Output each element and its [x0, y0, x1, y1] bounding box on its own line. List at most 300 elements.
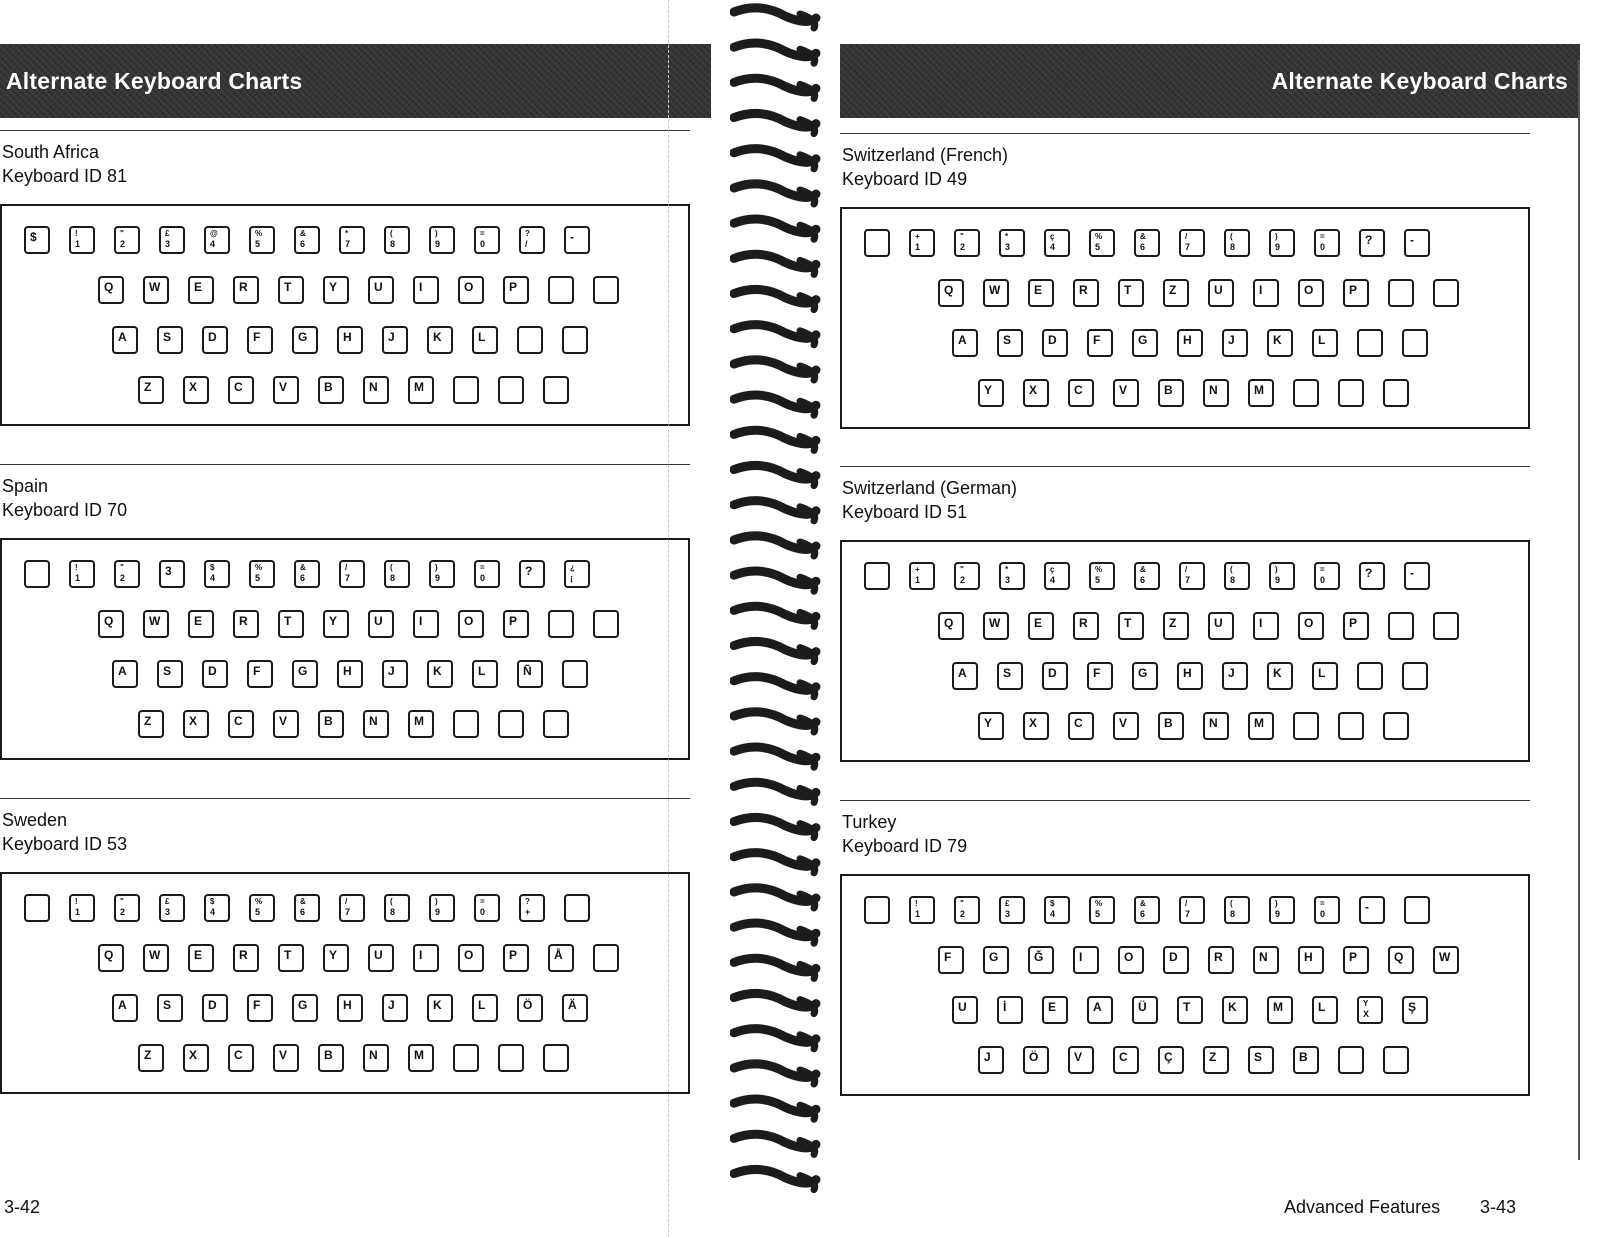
- key-base-glyph: 0: [480, 239, 486, 249]
- key-glyph: Q: [104, 614, 114, 628]
- key-cap: [382, 660, 408, 688]
- key-cap: [909, 896, 935, 924]
- key-glyph: Y: [329, 948, 338, 962]
- key-cap: [503, 944, 529, 972]
- key-cap: [228, 376, 254, 404]
- key-cap: [1433, 279, 1459, 307]
- key-glyph: R: [239, 948, 248, 962]
- key-cap: [69, 894, 95, 922]
- key-glyph: $: [30, 230, 37, 244]
- keyboard-id: Keyboard ID 53: [2, 834, 128, 854]
- key-cap: [1028, 946, 1054, 974]
- key-base-glyph: 9: [435, 907, 441, 917]
- key-cap: [1163, 279, 1189, 307]
- key-cap: [1253, 612, 1279, 640]
- key-cap: [1404, 896, 1430, 924]
- key-glyph: J: [1228, 666, 1235, 680]
- key-cap: [1314, 229, 1340, 257]
- key-cap: [1118, 946, 1144, 974]
- key-glyph: Ç: [1164, 1050, 1173, 1064]
- key-shift-glyph: /: [1185, 899, 1188, 908]
- keyboard-id: Keyboard ID 51: [842, 502, 968, 522]
- key-glyph: -: [1365, 900, 1369, 914]
- key-cap: [247, 326, 273, 354]
- key-glyph: M: [414, 380, 424, 394]
- key-shift-glyph: $: [1050, 899, 1055, 908]
- country-name: Turkey: [842, 812, 897, 832]
- key-cap: [273, 1044, 299, 1072]
- left-header-banner: Alternate Keyboard Charts: [0, 44, 711, 118]
- key-shift-glyph: !: [75, 563, 78, 572]
- key-glyph: L: [1318, 666, 1326, 680]
- key-cap: [233, 944, 259, 972]
- key-glyph: O: [464, 280, 474, 294]
- key-glyph: D: [1169, 950, 1178, 964]
- key-glyph: Y: [984, 716, 993, 730]
- key-cap: [458, 276, 484, 304]
- key-cap: [983, 279, 1009, 307]
- key-glyph: Y: [329, 614, 338, 628]
- key-glyph: W: [989, 616, 1001, 630]
- key-glyph: E: [194, 614, 203, 628]
- key-cap: [519, 894, 545, 922]
- key-cap: [1073, 612, 1099, 640]
- key-glyph: X: [1029, 716, 1038, 730]
- key-shift-glyph: /: [1185, 232, 1188, 241]
- section-switzerland-french: [840, 133, 1530, 433]
- key-shift-glyph: !: [75, 229, 78, 238]
- key-cap: [382, 994, 408, 1022]
- key-cap: [1298, 612, 1324, 640]
- key-glyph: U: [374, 948, 383, 962]
- key-row: [24, 894, 590, 922]
- key-shift-glyph: (: [390, 563, 393, 572]
- key-cap: [408, 710, 434, 738]
- key-cap: [323, 944, 349, 972]
- key-glyph: Q: [944, 616, 954, 630]
- key-glyph: K: [1273, 666, 1282, 680]
- key-cap: [382, 326, 408, 354]
- keyboard-chart: [0, 204, 690, 426]
- key-shift-glyph: %: [1095, 232, 1103, 241]
- key-cap: [69, 226, 95, 254]
- key-cap: [1343, 946, 1369, 974]
- key-shift-glyph: £: [165, 897, 170, 906]
- key-glyph: B: [324, 714, 333, 728]
- key-cap: [157, 994, 183, 1022]
- key-cap: [323, 610, 349, 638]
- key-cap: [593, 944, 619, 972]
- key-glyph: Q: [944, 283, 954, 297]
- key-base-glyph: 7: [1185, 575, 1191, 585]
- key-glyph: O: [1304, 283, 1314, 297]
- key-base-glyph: 7: [1185, 909, 1191, 919]
- key-cap: [952, 662, 978, 690]
- key-glyph: P: [509, 280, 518, 294]
- key-cap: [548, 276, 574, 304]
- key-row: [938, 612, 1459, 640]
- key-glyph: D: [208, 330, 217, 344]
- key-glyph: -: [1410, 233, 1414, 247]
- key-shift-glyph: ): [435, 229, 438, 238]
- key-row: [98, 610, 619, 638]
- key-shift-glyph: ": [120, 229, 124, 238]
- key-cap: [1314, 896, 1340, 924]
- page-number-left: 3-42: [4, 1197, 41, 1217]
- key-cap: [1267, 662, 1293, 690]
- key-glyph: U: [374, 614, 383, 628]
- key-cap: [1158, 712, 1184, 740]
- key-glyph: E: [194, 948, 203, 962]
- key-cap: [472, 994, 498, 1022]
- key-cap: [427, 660, 453, 688]
- key-base-glyph: 3: [165, 239, 171, 249]
- key-shift-glyph: $: [210, 897, 215, 906]
- key-cap: [1044, 562, 1070, 590]
- key-base-glyph: 8: [390, 907, 396, 917]
- key-cap: [368, 610, 394, 638]
- key-cap: [159, 226, 185, 254]
- key-cap: [978, 712, 1004, 740]
- key-glyph: O: [1124, 950, 1134, 964]
- key-cap: [1208, 612, 1234, 640]
- key-cap: [1269, 229, 1295, 257]
- key-cap: [562, 994, 588, 1022]
- key-shift-glyph: ç: [1050, 565, 1055, 574]
- key-cap: [188, 944, 214, 972]
- key-cap: [69, 560, 95, 588]
- key-cap: [278, 610, 304, 638]
- key-cap: [593, 276, 619, 304]
- key-base-glyph: 5: [1095, 909, 1101, 919]
- key-cap: [183, 1044, 209, 1072]
- key-glyph: V: [1119, 716, 1128, 730]
- key-cap: [384, 560, 410, 588]
- key-shift-glyph: ": [120, 897, 124, 906]
- key-cap: [1073, 946, 1099, 974]
- key-glyph: O: [1304, 616, 1314, 630]
- key-cap: [997, 996, 1023, 1024]
- key-cap: [1042, 329, 1068, 357]
- key-cap: [1042, 662, 1068, 690]
- key-cap: [1343, 612, 1369, 640]
- key-glyph: S: [163, 998, 172, 1012]
- key-cap: [1113, 712, 1139, 740]
- key-row: [112, 994, 588, 1022]
- key-glyph: M: [414, 714, 424, 728]
- key-base-glyph: 2: [960, 909, 966, 919]
- key-cap: [228, 710, 254, 738]
- key-cap: [138, 1044, 164, 1072]
- key-glyph: S: [1254, 1050, 1263, 1064]
- key-cap: [1177, 662, 1203, 690]
- key-glyph: P: [1349, 616, 1358, 630]
- key-glyph: R: [239, 280, 248, 294]
- key-cap: [413, 276, 439, 304]
- key-cap: [1113, 1046, 1139, 1074]
- key-cap: [1203, 379, 1229, 407]
- key-cap: [548, 610, 574, 638]
- key-shift-glyph: *: [1005, 565, 1009, 574]
- key-cap: [98, 944, 124, 972]
- key-cap: [1248, 1046, 1274, 1074]
- key-glyph: X: [189, 1048, 198, 1062]
- key-cap: [503, 610, 529, 638]
- key-glyph: X: [189, 714, 198, 728]
- key-cap: [458, 610, 484, 638]
- key-shift-glyph: &: [1140, 899, 1146, 908]
- key-cap: [143, 944, 169, 972]
- key-glyph: E: [1048, 1000, 1057, 1014]
- key-base-glyph: 3: [1005, 575, 1011, 585]
- key-cap: [593, 610, 619, 638]
- key-glyph: A: [118, 998, 127, 1012]
- key-cap: [1023, 379, 1049, 407]
- key-shift-glyph: %: [1095, 565, 1103, 574]
- keyboard-chart: [840, 874, 1530, 1096]
- key-glyph: D: [208, 998, 217, 1012]
- key-glyph: Z: [144, 380, 152, 394]
- keyboard-id: Keyboard ID 49: [842, 169, 968, 189]
- key-cap: [1118, 612, 1144, 640]
- key-glyph: H: [343, 998, 352, 1012]
- country-name: Switzerland (German): [842, 478, 1018, 498]
- key-cap: [273, 710, 299, 738]
- key-row: [138, 376, 569, 404]
- key-glyph: J: [1228, 333, 1235, 347]
- key-row: [112, 326, 588, 354]
- key-cap: [1087, 662, 1113, 690]
- key-row: [938, 946, 1459, 974]
- key-base-glyph: /: [525, 239, 528, 249]
- key-glyph: N: [1209, 383, 1218, 397]
- key-cap: [204, 560, 230, 588]
- key-shift-glyph: &: [1140, 565, 1146, 574]
- key-shift-glyph: =: [480, 897, 485, 906]
- key-cap: [1163, 946, 1189, 974]
- key-cap: [1089, 562, 1115, 590]
- key-glyph: J: [388, 664, 395, 678]
- key-shift-glyph: £: [1005, 899, 1010, 908]
- key-glyph: C: [234, 380, 243, 394]
- key-base-glyph: 2: [960, 242, 966, 252]
- key-glyph: D: [1048, 666, 1057, 680]
- key-cap: [999, 896, 1025, 924]
- key-cap: [1402, 662, 1428, 690]
- key-shift-glyph: &: [300, 229, 306, 238]
- key-cap: [954, 562, 980, 590]
- key-base-glyph: 2: [120, 573, 126, 583]
- key-row: [864, 562, 1430, 590]
- key-cap: [1314, 562, 1340, 590]
- key-glyph: S: [1003, 333, 1012, 347]
- key-glyph: K: [433, 664, 442, 678]
- key-cap: [472, 326, 498, 354]
- key-cap: [1404, 229, 1430, 257]
- key-base-glyph: 9: [435, 573, 441, 583]
- key-cap: [1404, 562, 1430, 590]
- key-glyph: F: [1093, 666, 1101, 680]
- key-cap: [337, 660, 363, 688]
- section-turkey: [840, 800, 1530, 1100]
- key-glyph: A: [958, 333, 967, 347]
- key-cap: [1383, 379, 1409, 407]
- key-glyph: G: [989, 950, 999, 964]
- key-glyph: U: [1214, 283, 1223, 297]
- key-glyph: -: [1410, 566, 1414, 580]
- key-base-glyph: 0: [1320, 242, 1326, 252]
- key-base-glyph: 1: [75, 907, 81, 917]
- key-glyph: Z: [144, 1048, 152, 1062]
- key-cap: [1087, 996, 1113, 1024]
- key-base-glyph: 8: [1230, 575, 1236, 585]
- key-cap: [1433, 612, 1459, 640]
- key-cap: [1388, 946, 1414, 974]
- key-base-glyph: 7: [345, 573, 351, 583]
- key-cap: [1023, 1046, 1049, 1074]
- country-name: Spain: [2, 476, 49, 496]
- key-cap: [183, 376, 209, 404]
- key-cap: [1253, 279, 1279, 307]
- key-cap: [114, 226, 140, 254]
- key-cap: [517, 660, 543, 688]
- key-cap: [564, 894, 590, 922]
- key-row: [24, 226, 590, 254]
- key-cap: [1402, 996, 1428, 1024]
- key-base-glyph: ¡: [570, 573, 573, 583]
- key-base-glyph: 6: [300, 239, 306, 249]
- key-cap: [938, 612, 964, 640]
- key-cap: [413, 944, 439, 972]
- key-cap: [294, 560, 320, 588]
- key-row: [978, 712, 1409, 740]
- key-glyph: L: [478, 998, 486, 1012]
- key-cap: [202, 326, 228, 354]
- key-glyph: Ş: [1408, 1000, 1417, 1014]
- country-name: Sweden: [2, 810, 68, 830]
- key-base-glyph: X: [1363, 1009, 1370, 1019]
- key-cap: [157, 660, 183, 688]
- key-cap: [474, 226, 500, 254]
- key-cap: [564, 226, 590, 254]
- key-shift-glyph: =: [1320, 232, 1325, 241]
- key-shift-glyph: ): [435, 563, 438, 572]
- key-glyph: B: [1164, 716, 1173, 730]
- key-base-glyph: 1: [915, 909, 921, 919]
- key-glyph: G: [298, 998, 308, 1012]
- key-glyph: P: [509, 614, 518, 628]
- key-glyph: G: [298, 330, 308, 344]
- key-shift-glyph: (: [1230, 232, 1233, 241]
- key-cap: [157, 326, 183, 354]
- key-glyph: T: [284, 280, 292, 294]
- key-cap: [24, 226, 50, 254]
- key-cap: [1208, 279, 1234, 307]
- key-glyph: L: [1318, 1000, 1326, 1014]
- key-cap: [453, 710, 479, 738]
- key-base-glyph: +: [525, 907, 531, 917]
- key-cap: [1028, 612, 1054, 640]
- key-glyph: I: [1079, 950, 1083, 964]
- key-glyph: T: [1183, 1000, 1191, 1014]
- key-glyph: R: [1079, 283, 1088, 297]
- key-cap: [1203, 1046, 1229, 1074]
- key-cap: [1158, 1046, 1184, 1074]
- key-row: [952, 329, 1428, 357]
- key-base-glyph: 9: [1275, 242, 1281, 252]
- key-cap: [938, 946, 964, 974]
- key-glyph: C: [1119, 1050, 1128, 1064]
- key-glyph: I: [1259, 616, 1263, 630]
- key-cap: [909, 229, 935, 257]
- key-shift-glyph: +: [915, 232, 920, 241]
- key-cap: [1312, 329, 1338, 357]
- key-glyph: I: [419, 948, 423, 962]
- key-cap: [368, 944, 394, 972]
- keyboard-chart: [0, 538, 690, 760]
- key-glyph: O: [464, 948, 474, 962]
- key-base-glyph: 9: [1275, 575, 1281, 585]
- key-cap: [503, 276, 529, 304]
- key-shift-glyph: *: [345, 229, 349, 238]
- key-glyph: L: [478, 664, 486, 678]
- key-glyph: 3: [165, 564, 172, 578]
- section-south-africa: [0, 130, 690, 430]
- key-cap: [1293, 712, 1319, 740]
- key-base-glyph: 5: [255, 907, 261, 917]
- key-cap: [337, 326, 363, 354]
- key-cap: [938, 279, 964, 307]
- key-base-glyph: 8: [390, 573, 396, 583]
- key-cap: [247, 994, 273, 1022]
- key-cap: [1224, 562, 1250, 590]
- key-base-glyph: 9: [1275, 909, 1281, 919]
- key-cap: [384, 226, 410, 254]
- key-cap: [1203, 712, 1229, 740]
- key-cap: [1224, 896, 1250, 924]
- keyboard-chart: [840, 540, 1530, 762]
- key-shift-glyph: %: [1095, 899, 1103, 908]
- key-glyph: T: [1124, 283, 1132, 297]
- key-base-glyph: 2: [120, 907, 126, 917]
- key-glyph: E: [194, 280, 203, 294]
- key-cap: [1224, 229, 1250, 257]
- key-glyph: Ö: [523, 998, 533, 1012]
- key-cap: [1134, 229, 1160, 257]
- key-glyph: Z: [1169, 616, 1177, 630]
- key-cap: [1357, 662, 1383, 690]
- key-shift-glyph: ": [960, 899, 964, 908]
- key-base-glyph: 0: [480, 907, 486, 917]
- key-row: [952, 996, 1428, 1024]
- key-cap: [1042, 996, 1068, 1024]
- key-cap: [278, 276, 304, 304]
- key-cap: [1068, 712, 1094, 740]
- key-glyph: V: [279, 380, 288, 394]
- key-cap: [1312, 662, 1338, 690]
- key-glyph: W: [989, 283, 1001, 297]
- key-glyph: H: [343, 330, 352, 344]
- key-cap: [278, 944, 304, 972]
- key-cap: [1134, 562, 1160, 590]
- page-fold-line: [668, 0, 669, 1237]
- key-cap: [983, 946, 1009, 974]
- key-row: [938, 279, 1459, 307]
- key-cap: [1338, 712, 1364, 740]
- key-cap: [427, 994, 453, 1022]
- key-shift-glyph: ¿: [570, 563, 575, 572]
- key-glyph: I: [419, 614, 423, 628]
